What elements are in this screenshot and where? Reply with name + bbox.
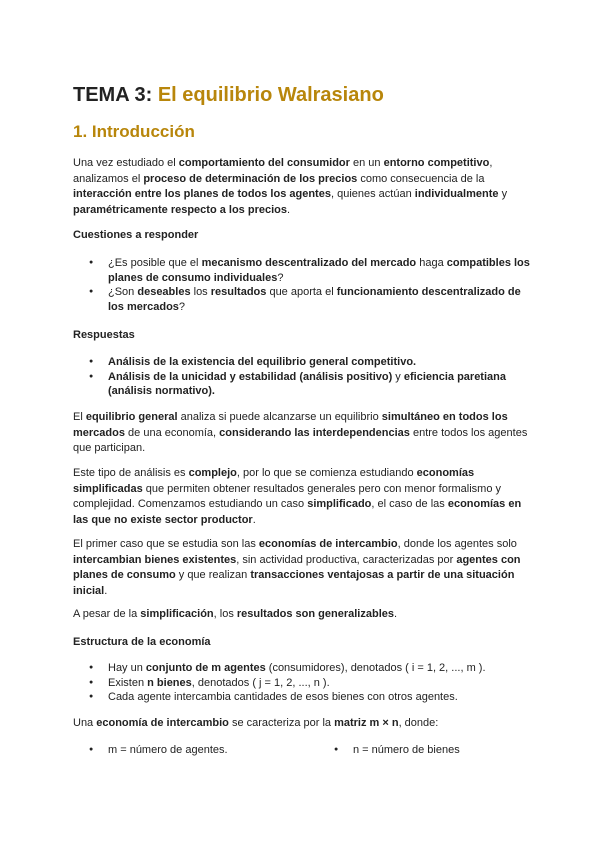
list-item: ● Análisis de la unicidad y estabilidad (análisis positivo) y eficiencia paretiana (análisis normativo). — [73, 370, 533, 399]
answers-heading: Respuestas — [73, 329, 135, 341]
bullet-icon: ● — [89, 746, 94, 753]
definition-n: n = número de bienes — [353, 744, 460, 756]
questions-list — [73, 256, 533, 314]
matrix-paragraph: Una economía de intercambio se caracteriza por la matriz m × n, donde: — [73, 717, 439, 729]
intro-paragraph: Una vez estudiado el comportamiento del consumidor en un entorno competitivo, analizamos el proceso de determinación de los precios como consecuencia de la interacción entre los planes de todos los agentes, quienes actúan individualmente y paramétricamente respecto a los precios. — [73, 157, 508, 216]
section-heading: 1. Introducción — [73, 122, 195, 141]
generalizable-paragraph: A pesar de la simplificación, los resultados son generalizables. — [73, 608, 398, 620]
list-item: ● ¿Es posible que el mecanismo descentralizado del mercado haga compatibles los planes de consumo individuales? — [73, 256, 533, 285]
questions-heading: Cuestiones a responder — [73, 229, 199, 241]
title-subtitle: El equilibrio Walrasiano — [157, 84, 384, 106]
structure-heading: Estructura de la economía — [73, 636, 211, 648]
list-item: ● Hay un conjunto de m agentes (consumidores), denotados ( i = 1, 2, ..., m ). — [73, 661, 533, 676]
answers-list — [73, 355, 533, 399]
list-item: ● ¿Son deseables los resultados que aporta el funcionamiento descentralizado de los mercados? — [73, 285, 533, 314]
general-equilibrium-paragraph: El equilibrio general analiza si puede alcanzarse un equilibrio simultáneo en todos los mercados de una economía, considerando las interdependencias entre todos los agentes que participan. — [73, 411, 528, 454]
title-prefix: TEMA 3: — [73, 84, 153, 106]
definition-m: m = número de agentes. — [108, 744, 228, 756]
list-item: ● Análisis de la existencia del equilibrio general competitivo. — [73, 355, 533, 370]
exchange-economy-paragraph: El primer caso que se estudia son las economías de intercambio, donde los agentes solo intercambian bienes existentes, sin actividad productiva, caracterizadas por agentes con planes de consumo y que realizan transacciones ventajosas a partir de una situación inicial. — [73, 538, 521, 597]
complexity-paragraph: Este tipo de análisis es complejo, por lo que se comienza estudiando economías simplificadas que permiten obtener resultados generales pero con menor formalismo y complejidad. Comenzamos estudiando un caso simplificado, el caso de las economías en las que no existe sector productor. — [73, 467, 522, 526]
bullet-icon: ● — [334, 746, 339, 753]
page-title — [73, 84, 384, 107]
list-item: ● Existen n bienes, denotados ( j = 1, 2, ..., n ). — [73, 676, 533, 691]
list-item: ● Cada agente intercambia cantidades de esos bienes con otros agentes. — [73, 690, 533, 705]
structure-list — [73, 661, 533, 705]
